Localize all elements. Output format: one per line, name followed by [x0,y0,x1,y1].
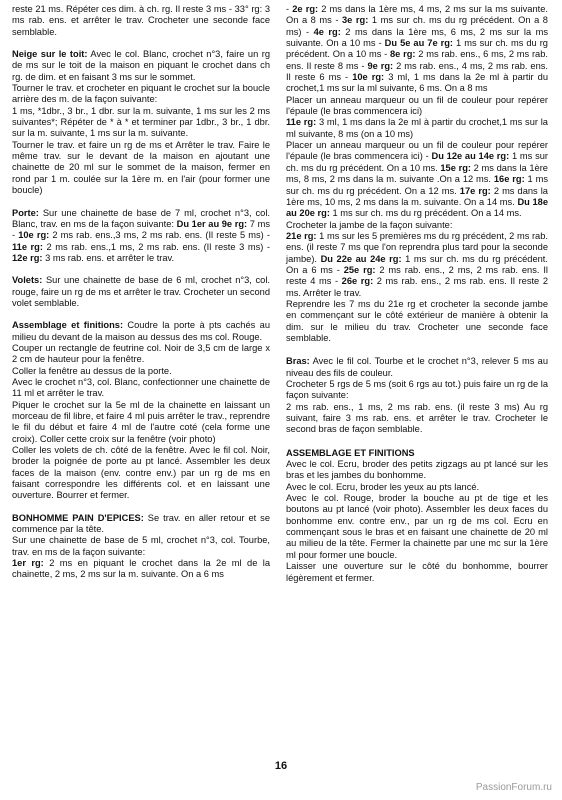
paragraph-text: 1 ms sur ch. ms du rg précédent. On a 8 ms) - [286,15,548,37]
section-assemblage-finitions [286,448,548,459]
section-bras [286,356,548,379]
paragraph-text: 3 ms rab. ens. et arrêter le trav. [42,252,175,263]
row-label: Du 22e au 24e rg: [320,253,402,264]
paragraph-rows [286,4,548,95]
paragraph: Tourner le trav. et faire un rg de ms et Arrêter le trav. Faire le même trav. sur le devant de la maison en ajoutant une chainette de 20 ml sur le sommet de la maison, fermer en rond par 1 m. coulée sur la 1ère m. en l'air (pour former une boucle) [12,139,270,196]
paragraph [12,558,270,581]
section-heading: Bras: [286,356,310,367]
paragraph-text: 2 ms dans la 1ère ms, 6 ms, 2 ms sur la ms suivante. On a 10 ms - [286,26,548,49]
section-heading: BONHOMME PAIN D'EPICES: [12,512,144,523]
row-label: 1er rg: [12,558,44,569]
paragraph: Avec le col. Ecru, broder des petits zigzags au pt lancé sur les bras et les jambes du bonhomme. [286,459,548,481]
row-label: 9e rg: [367,60,394,71]
paragraph-rows [286,231,548,299]
paragraph-text: 7 ms - [12,218,270,241]
paragraph: Coller les volets de ch. côté de la fenêtre. Avec le fil col. Noir, broder la poignée de porte au pt lancé. Assembler les deux faces de la maison (env. contre env.) par un rg de ms en faisant correspondre les différents col. et en laissant une ouverture. Bourrer et fermer. [12,445,270,501]
row-label: Du 5e au 7e rg: [384,38,454,49]
row-label: Du 18e au 20e rg: [286,196,548,219]
paragraph-text: Placer un anneau marqueur ou un fil de couleur pour repérer l'épaule (le bras commencera ici) - [286,140,548,162]
row-label: Du 12e au 14e rg: [431,151,510,162]
paragraph-text: 2 ms rab. ens., 2 ms rab. ens. Il reste 2 ms. Arrêter le trav. [286,276,548,298]
paragraph: Reprendre les 7 ms du 21e rg et crocheter la seconde jambe en commençant sur le côté extérieur de manière à obtenir la dim. sur le milieu du trav. Crocheter une seconde face semblable. [286,298,548,343]
paragraph-text: 2 ms dans la 1ère ms, 4 ms, 2 ms sur la ms suivante. On a 8 ms - [286,4,548,26]
section-assemblage [12,320,270,343]
paragraph-text: 3 ml, 1 ms dans la 2e ml à partir du crochet,1 ms sur la ml suivante, 8 ms (on a 10 ms) [286,117,548,139]
paragraph: Avec le col. Ecru, broder les yeux au pts lancé. [286,481,480,492]
paragraph: Coller la fenêtre au dessus de la porte. [12,365,172,376]
paragraph-text: 3 ml, 1 ms dans la 2e ml à partir du crochet,1 ms sur la ml suivante, 6 ms. On a 8 ms [286,72,548,94]
paragraph-text: 2 ms dans la 1ère ms, 10 ms, 2 ms dans la m. suivante. On a 14 ms. [286,185,548,207]
paragraph-text: 1 ms sur ch. ms du rg précédent. On a 10 ms. [286,151,548,173]
paragraph-text: Sur une chainette de base de 6 ml, crochet n°3, col. rouge, faire un rg de ms et arrêter le trav. Crocheter un second volet semblable. [12,275,270,308]
row-label: 8e rg: [390,49,416,60]
paragraph: Tourner le trav. et crocheter en piquant le crochet sur la boucle arrière des m. de la façon suivante: [12,83,270,105]
paragraph-text: 2 ms rab. ens., 6 ms, 2 ms rab. ens. Il reste 8 ms - [286,49,548,71]
paragraph-text: Sur une chainette de base de 7 ml, crochet n°3, col. Blanc, trav. en ms de la façon suivante: [12,207,270,229]
row-label: 11e rg: [12,241,43,252]
paragraph: Avec le col. Rouge, broder la bouche au pt de tige et les boutons au pt lancé (voir photo). Assembler les deux faces du bonhomme env. contre env., par un rg de ms col. Ecru en commençant sous le bras et en faisant une chainette de 20 ml au milieu de la tête. Fermer la chainette par une mc sur la 1ère ml pour former une boucle. [286,493,548,560]
section-heading: Volets: [12,275,43,286]
paragraph: Placer un anneau marqueur ou un fil de couleur pour repérer l'épaule (le bras commencera ici) [286,94,548,117]
paragraph-text: 2 ms en piquant le crochet dans la 2e ml de la chainette, 2 ms, 2 ms sur la m. suivante. On a 6 ms [12,558,271,580]
row-label: 16e rg: [493,174,525,185]
watermark: PassionForum.ru [475,782,552,793]
right-column [286,4,548,584]
paragraph: Sur une chainette de base de 5 ml, crochet n°3, col. Tourbe, trav. en ms de la façon suivante: [12,535,270,557]
section-volets [12,275,270,309]
paragraph-text: - [286,4,293,14]
paragraph-text: 2 ms rab. ens.,1 ms, 2 ms rab. ens. (Il reste 3 ms) - [42,241,270,252]
left-column [12,4,270,581]
paragraph-text: Avec le fil col. Tourbe et le crochet n°3, relever 5 ms au niveau des fils de couleur. [286,356,548,378]
paragraph-text: 2 ms rab. ens., 4 ms, 2 ms rab. ens. Il reste 6 ms - [286,60,548,83]
row-label: 10e rg: [18,230,50,241]
page-number: 16 [274,760,288,772]
paragraph-text: 1 ms sur ch. ms du rg précédent. On a 6 ms - [286,253,548,275]
section-heading: Assemblage et finitions: [12,320,124,331]
row-label: 17e rg: [459,185,491,196]
row-label: Du 1er au 9e rg: [176,218,248,229]
row-label: 25e rg: [343,264,376,275]
paragraph: 2 ms rab. ens., 1 ms, 2 ms rab. ens. (il reste 3 ms) Au rg suivant, faire 3 ms rab. ens. et arrêter le trav. Crocheter le second bras de façon semblable. [286,401,548,435]
paragraph: Laisser une ouverture sur le côté du bonhomme, bourrer légèrement et fermer. [286,561,548,583]
paragraph: Crocheter la jambe de la façon suivante: [286,219,453,230]
section-bonhomme [12,513,270,536]
paragraph-text: 2 ms rab. ens., 2 ms, 2 ms rab. ens. Il reste 4 ms - [286,264,548,287]
paragraph-text: 1 ms sur ch. ms du rg précédent. On a 14 ms. [329,208,522,219]
paragraph: Piquer le crochet sur la 5e ml de la chainette en laissant un morceau de fil libre, et faire 4 ml puis arrêter le trav., reprendre le fil du début et faire 4 ml de l'autre coté (cela forme une croix). Coller cette croix sur la fenêtre (voir photo) [12,399,270,444]
paragraph-rows [286,140,548,219]
paragraph-text: 1 ms sur les 5 premières ms du rg précédent, 2 ms rab. ens. (il reste 7 ms que l'on reprendra plus tard pour la seconde jambe). [286,230,548,264]
row-label: 15e rg: [440,162,471,173]
row-label: 2e rg: [292,4,319,14]
paragraph-text: 2 ms rab. ens.,3 ms, 2 ms rab. ens. (Il reste 5 ms) - [49,230,270,241]
row-label: 26e rg: [341,276,374,287]
section-porte [12,208,270,265]
row-label: 4e rg: [313,26,341,37]
paragraph-text: Coudre la porte à pts cachés au milieu du devant de la maison au dessus des ms col. Rouge. [12,320,270,342]
paragraph-intro: reste 21 ms. Répéter ces dim. à ch. rg. Il reste 3 ms - 33° rg: 3 ms rab. ens. et arrêter le trav. Crocheter une seconde face semblable. [12,4,270,37]
paragraph: Avec le crochet n°3, col. Blanc, confectionner une chainette de 11 ml et arrêter le trav. [12,376,270,399]
row-label: 11e rg: [286,117,317,128]
row-label: 3e rg: [342,15,369,26]
paragraph: 1 ms, *1dbr., 3 br., 1 dbr. sur la m. suivante, 1 ms sur les 2 ms suivantes*; Répéter de * à * et terminer par 1dbr., 3 br., 1 dbr. sur la m. suivante, 1 ms sur la m. suivante. [12,105,270,139]
section-heading: Porte: [12,207,39,218]
paragraph: Crocheter 5 rgs de 5 ms (soit 6 rgs au tot.) puis faire un rg de la façon suivante: [286,379,548,401]
paragraph-text: 1 ms sur ch. ms du rg précédent. On a 10 ms - [286,38,548,60]
paragraph-text: Avec le col. Blanc, crochet n°3, faire un rg de ms sur le toit de la maison en piquant le crochet dans ch rg. de dim. et en faisant 3 ms sur le sommet. [12,49,270,82]
paragraph-text: 2 ms dans la 1ère ms, 8 ms, 2 ms dans la m. suivante .On a 12 ms. [286,162,548,185]
row-label: 12e rg: [12,252,43,263]
row-label: 10e rg: [352,72,385,83]
paragraph-text: Se trav. en aller retour et se commence par la tête. [12,512,270,535]
paragraph-text: 1 ms sur ch. ms du rg précédent. On a 12 ms. [286,174,548,196]
section-neige-sur-le-toit [12,49,270,83]
section-heading: Neige sur le toit: [12,49,88,60]
paragraph: Couper un rectangle de feutrine col. Noir de 3,5 cm de large x 2 cm de hauteur pour la fenêtre. [12,342,270,365]
section-heading: ASSEMBLAGE ET FINITIONS [286,447,415,458]
row-label: 21e rg: [286,230,317,241]
paragraph-rows [286,117,548,140]
